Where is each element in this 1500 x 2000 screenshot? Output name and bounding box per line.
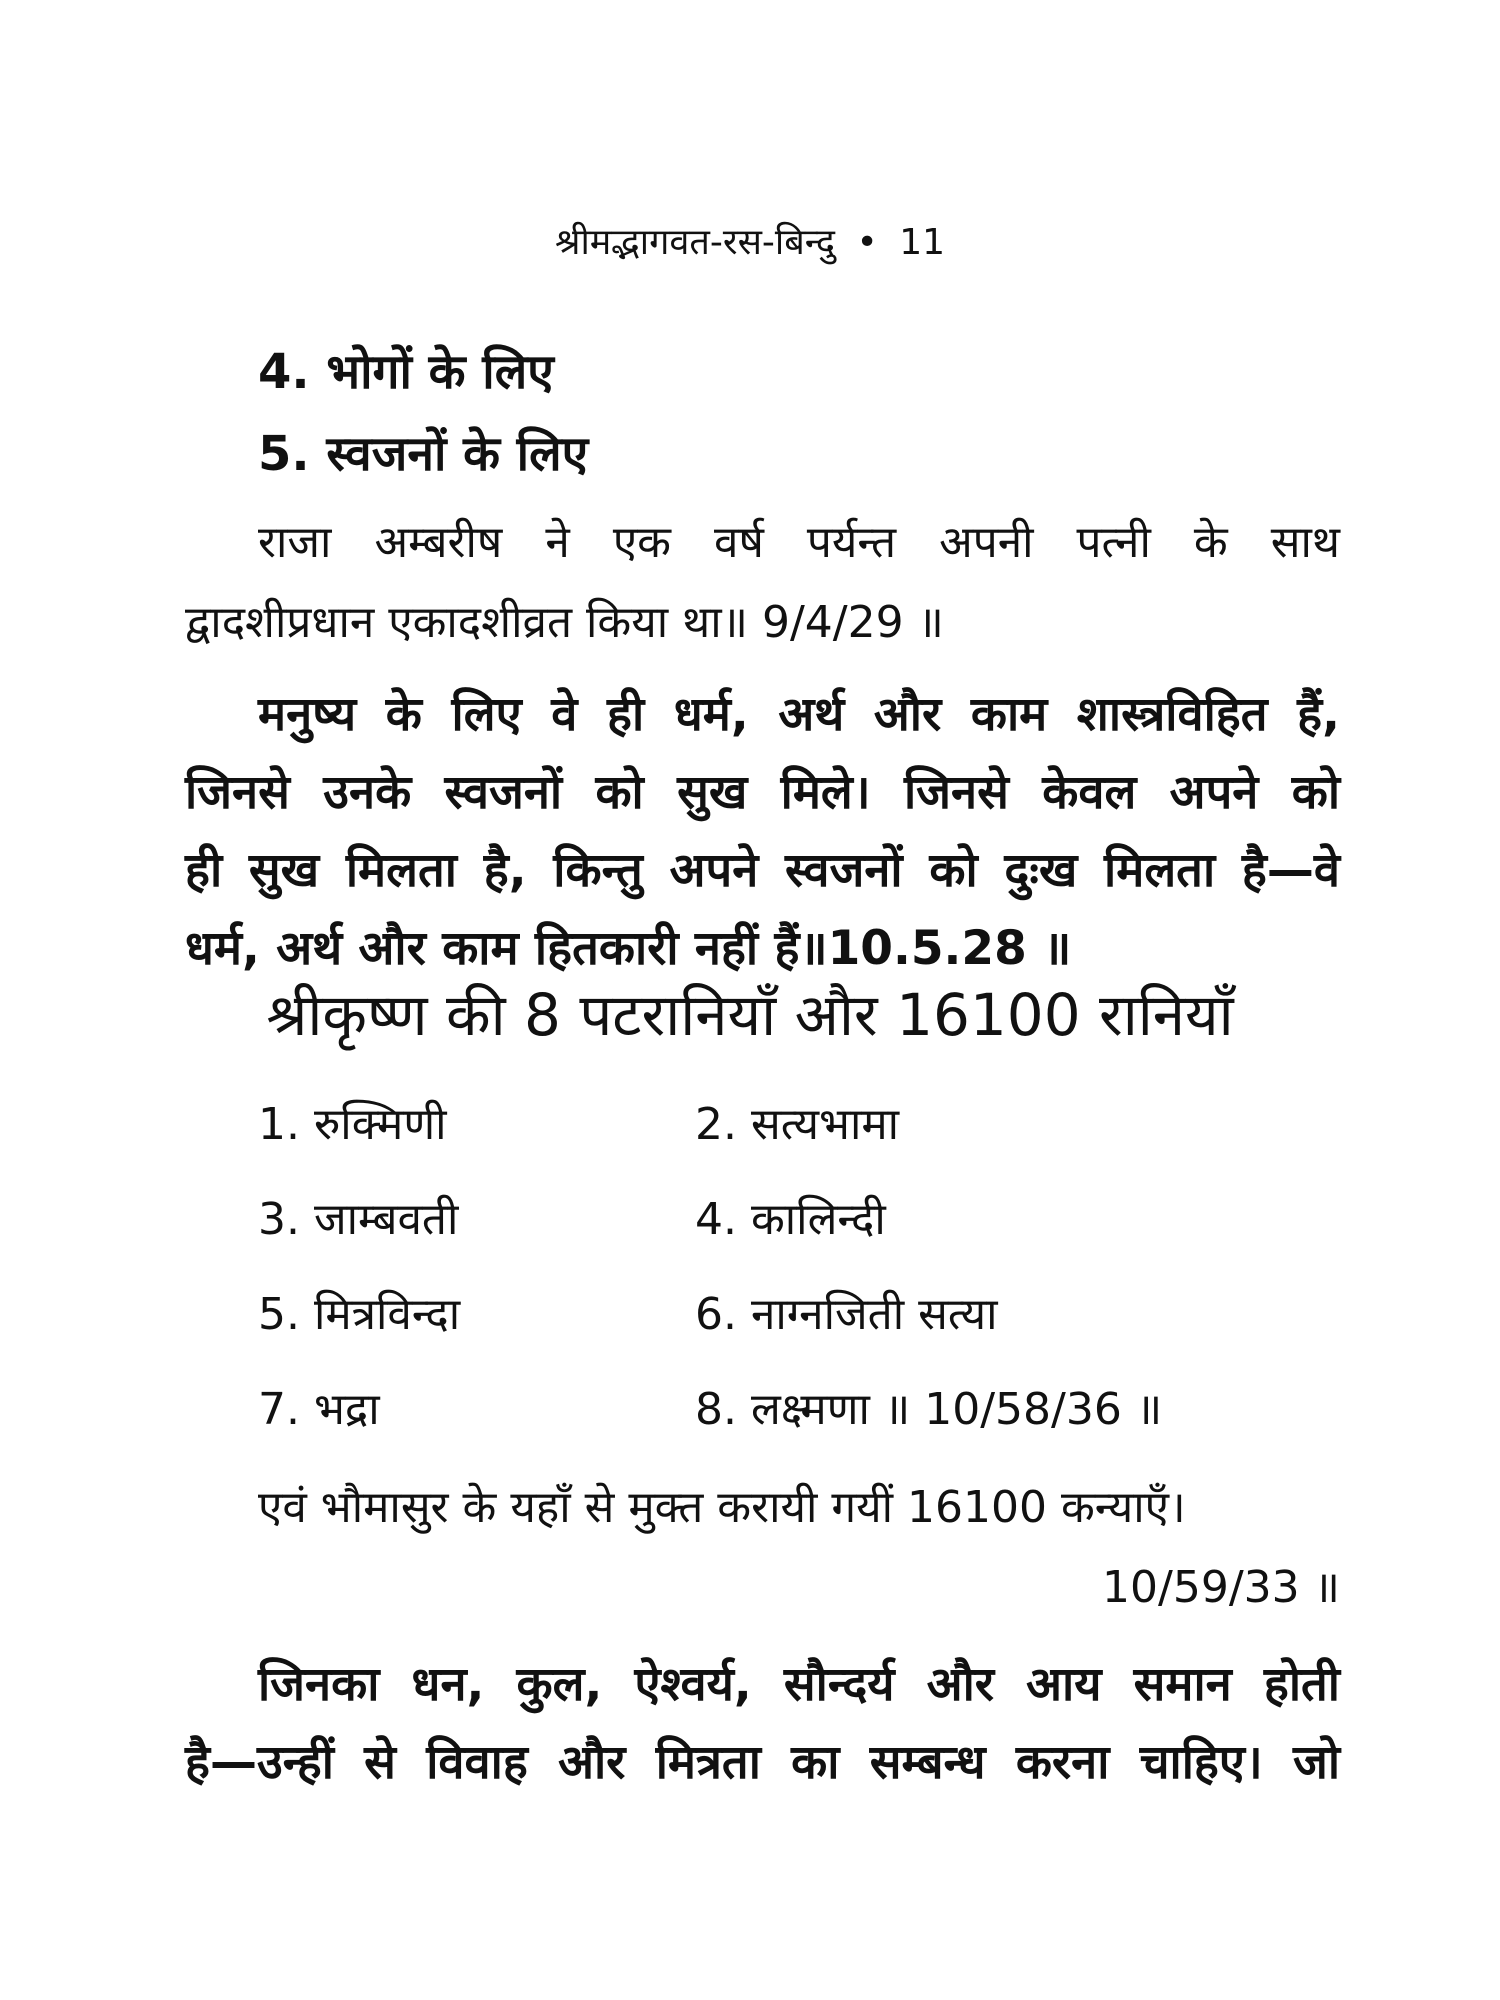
para1-line1: राजा अम्बरीष ने एक वर्ष पर्यन्त अपनी पत्नी के साथ <box>258 517 1340 568</box>
queen-name: जाम्बवती <box>313 1194 459 1245</box>
queen-number: 8. <box>695 1384 737 1435</box>
para3-reference: 10/59/33 ॥ <box>1102 1562 1340 1613</box>
queen-item <box>258 1380 380 1440</box>
queen-item <box>695 1095 899 1155</box>
para1-line2: द्वादशीप्रधान एकादशीव्रत किया था॥ 9/4/29 ॥ <box>185 597 944 648</box>
section-title: श्रीकृष्ण की 8 पटरानियाँ और 16100 रानियाँ <box>266 981 1234 1049</box>
queen-name: सत्यभामा <box>750 1099 900 1150</box>
para2-line1: मनुष्य के लिए वे ही धर्म, अर्थ और काम शास्त्रविहित हैं, <box>258 687 1340 742</box>
para2-line3: ही सुख मिलता है, किन्तु अपने स्वजनों को दुःख मिलता है—वे <box>185 843 1340 898</box>
queen-item <box>695 1380 1162 1440</box>
queen-name: लक्ष्मणा ॥ 10/58/36 ॥ <box>750 1384 1163 1435</box>
header-separator: • <box>856 222 878 263</box>
queen-number: 3. <box>258 1194 300 1245</box>
para2-line4: धर्म, अर्थ और काम हितकारी नहीं हैं॥10.5.28 ॥ <box>185 921 1072 976</box>
list-item-svajanon: 5. स्वजनों के लिए <box>258 426 589 482</box>
queen-item <box>695 1285 998 1345</box>
queen-name: मित्रविन्दा <box>313 1289 461 1340</box>
queen-number: 7. <box>258 1384 300 1435</box>
book-title: श्रीमद्भागवत-रस-बिन्दु <box>555 222 836 263</box>
queen-item <box>695 1190 886 1250</box>
running-header <box>0 218 1500 268</box>
list-item-bhogon: 4. भोगों के लिए <box>258 344 554 400</box>
para4-line1: जिनका धन, कुल, ऐश्वर्य, सौन्दर्य और आय समान होती <box>258 1657 1340 1712</box>
queen-number: 6. <box>695 1289 737 1340</box>
queen-number: 5. <box>258 1289 300 1340</box>
page-number: 11 <box>899 222 945 263</box>
queen-name: रुक्मिणी <box>313 1099 447 1150</box>
para2-line2: जिनसे उनके स्वजनों को सुख मिले। जिनसे केवल अपने को <box>185 765 1340 820</box>
queen-name: कालिन्दी <box>750 1194 886 1245</box>
queen-name: भद्रा <box>313 1384 380 1435</box>
para3-line1: एवं भौमासुर के यहाँ से मुक्त करायी गयीं 16100 कन्याएँ। <box>258 1482 1186 1533</box>
queen-item <box>258 1190 458 1250</box>
para4-line2: है—उन्हीं से विवाह और मित्रता का सम्बन्ध करना चाहिए। जो <box>185 1735 1340 1790</box>
queen-item <box>258 1095 447 1155</box>
queen-item <box>258 1285 460 1345</box>
queen-number: 4. <box>695 1194 737 1245</box>
queen-number: 2. <box>695 1099 737 1150</box>
queen-number: 1. <box>258 1099 300 1150</box>
queen-name: नाग्नजिती सत्या <box>750 1289 998 1340</box>
